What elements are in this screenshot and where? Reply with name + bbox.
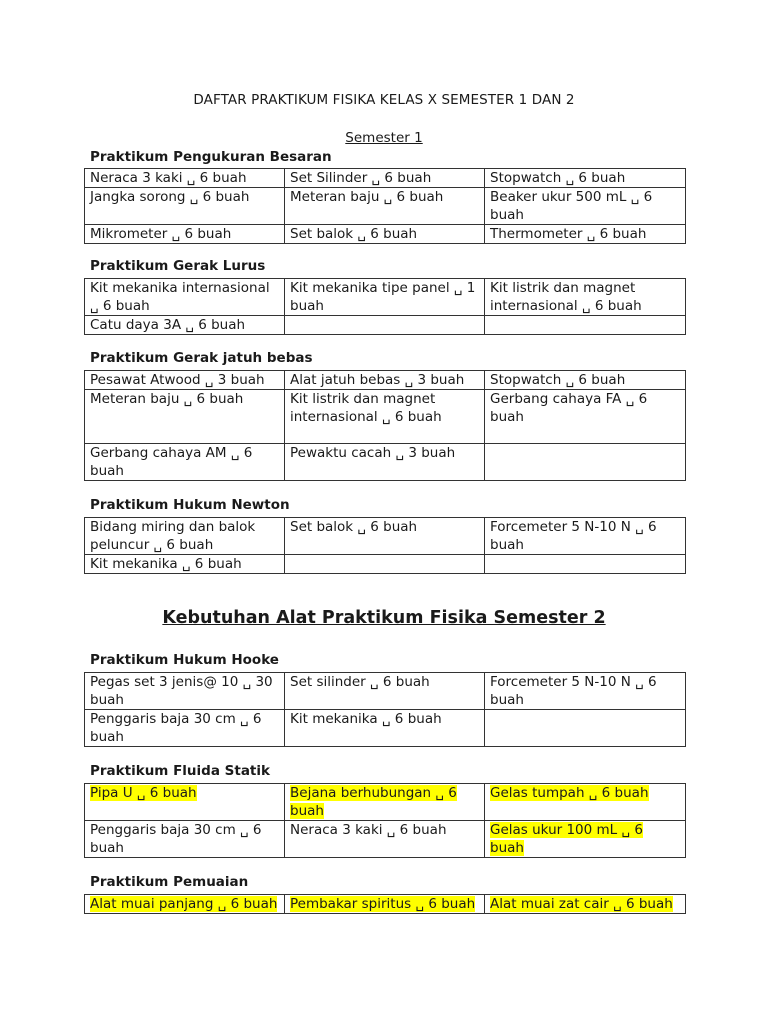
- table-cell: Stopwatch ␣ 6 buah: [485, 169, 686, 188]
- table-cell: Kit mekanika ␣ 6 buah: [285, 710, 485, 747]
- table-cell: Beaker ukur 500 mL ␣ 6 buah: [485, 188, 686, 225]
- equipment-table-pengukuran-besaran: [84, 168, 686, 244]
- table-cell: [285, 784, 485, 821]
- table-cell: Gerbang cahaya FA ␣ 6 buah: [485, 390, 686, 444]
- highlighted-text: Gelas tumpah ␣ 6 buah: [490, 785, 649, 801]
- table-cell: [85, 784, 285, 821]
- document-title: DAFTAR PRAKTIKUM FISIKA KELAS X SEMESTER 1 DAN 2: [193, 92, 575, 108]
- equipment-table-fluida-statik: [84, 783, 686, 858]
- table-row: [85, 371, 686, 390]
- table-row: [85, 316, 686, 335]
- table-cell: [485, 316, 686, 335]
- table-cell: Meteran baju ␣ 6 buah: [285, 188, 485, 225]
- table-row: [85, 673, 686, 710]
- table-cell: Kit listrik dan magnet internasional ␣ 6 buah: [485, 279, 686, 316]
- semester-2-heading: Kebutuhan Alat Praktikum Fisika Semester 2: [162, 608, 606, 628]
- table-cell: Kit listrik dan magnet internasional ␣ 6 buah: [285, 390, 485, 444]
- table-cell: [285, 316, 485, 335]
- section-title-hukum-newton: Praktikum Hukum Newton: [90, 497, 290, 513]
- table-cell: Kit mekanika tipe panel ␣ 1 buah: [285, 279, 485, 316]
- table-cell: Pewaktu cacah ␣ 3 buah: [285, 444, 485, 481]
- table-row: [85, 169, 686, 188]
- table-row: [85, 390, 686, 444]
- table-cell: [285, 895, 485, 914]
- table-cell: [485, 555, 686, 574]
- equipment-table-hukum-hooke: [84, 672, 686, 747]
- table-cell: Kit mekanika internasional ␣ 6 buah: [85, 279, 285, 316]
- equipment-table-gerak-jatuh-bebas: [84, 370, 686, 481]
- table-row: [85, 784, 686, 821]
- table-row: [85, 518, 686, 555]
- table-row: [85, 555, 686, 574]
- table-cell: [485, 444, 686, 481]
- table-cell: Penggaris baja 30 cm ␣ 6 buah: [85, 821, 285, 858]
- table-row: [85, 188, 686, 225]
- table-row: [85, 710, 686, 747]
- section-title-fluida-statik: Praktikum Fluida Statik: [90, 763, 270, 779]
- table-row: [85, 225, 686, 244]
- table-cell: Penggaris baja 30 cm ␣ 6 buah: [85, 710, 285, 747]
- section-title-gerak-lurus: Praktikum Gerak Lurus: [90, 258, 266, 274]
- section-title-pengukuran-besaran: Praktikum Pengukuran Besaran: [90, 149, 332, 165]
- table-cell: Meteran baju ␣ 6 buah: [85, 390, 285, 444]
- table-cell: Kit mekanika ␣ 6 buah: [85, 555, 285, 574]
- table-cell: Set balok ␣ 6 buah: [285, 518, 485, 555]
- table-cell: [485, 895, 686, 914]
- highlighted-text: Pipa U ␣ 6 buah: [90, 785, 197, 801]
- equipment-table-hukum-newton: [84, 517, 686, 574]
- table-cell: Thermometer ␣ 6 buah: [485, 225, 686, 244]
- table-cell: Set balok ␣ 6 buah: [285, 225, 485, 244]
- equipment-table-pemuaian: [84, 894, 686, 914]
- table-row: [85, 444, 686, 481]
- table-cell: Alat jatuh bebas ␣ 3 buah: [285, 371, 485, 390]
- highlighted-text: Pembakar spiritus ␣ 6 buah: [290, 896, 476, 912]
- highlighted-text: Alat muai zat cair ␣ 6 buah: [490, 896, 673, 912]
- highlighted-text: Bejana berhubungan ␣ 6 buah: [290, 785, 457, 819]
- table-cell: Jangka sorong ␣ 6 buah: [85, 188, 285, 225]
- table-cell: Set silinder ␣ 6 buah: [285, 673, 485, 710]
- table-cell: Catu daya 3A ␣ 6 buah: [85, 316, 285, 335]
- table-cell: Neraca 3 kaki ␣ 6 buah: [85, 169, 285, 188]
- highlighted-text: Gelas ukur 100 mL ␣ 6 buah: [490, 822, 643, 856]
- table-cell: [285, 555, 485, 574]
- table-cell: Set Silinder ␣ 6 buah: [285, 169, 485, 188]
- table-cell: Pesawat Atwood ␣ 3 buah: [85, 371, 285, 390]
- table-cell: [485, 821, 686, 858]
- table-cell: Forcemeter 5 N-10 N ␣ 6 buah: [485, 518, 686, 555]
- semester-1-heading: Semester 1: [345, 130, 423, 146]
- highlighted-text: Alat muai panjang ␣ 6 buah: [90, 896, 278, 912]
- table-cell: Bidang miring dan balok peluncur ␣ 6 buah: [85, 518, 285, 555]
- equipment-table-gerak-lurus: [84, 278, 686, 335]
- table-cell: Forcemeter 5 N-10 N ␣ 6 buah: [485, 673, 686, 710]
- table-row: [85, 895, 686, 914]
- section-title-gerak-jatuh-bebas: Praktikum Gerak jatuh bebas: [90, 350, 313, 366]
- table-row: [85, 279, 686, 316]
- table-cell: Neraca 3 kaki ␣ 6 buah: [285, 821, 485, 858]
- table-cell: Stopwatch ␣ 6 buah: [485, 371, 686, 390]
- table-cell: [485, 710, 686, 747]
- table-cell: [485, 784, 686, 821]
- table-row: [85, 821, 686, 858]
- table-cell: Gerbang cahaya AM ␣ 6 buah: [85, 444, 285, 481]
- table-cell: [85, 895, 285, 914]
- table-cell: Mikrometer ␣ 6 buah: [85, 225, 285, 244]
- table-cell: Pegas set 3 jenis@ 10 ␣ 30 buah: [85, 673, 285, 710]
- section-title-pemuaian: Praktikum Pemuaian: [90, 874, 249, 890]
- section-title-hukum-hooke: Praktikum Hukum Hooke: [90, 652, 279, 668]
